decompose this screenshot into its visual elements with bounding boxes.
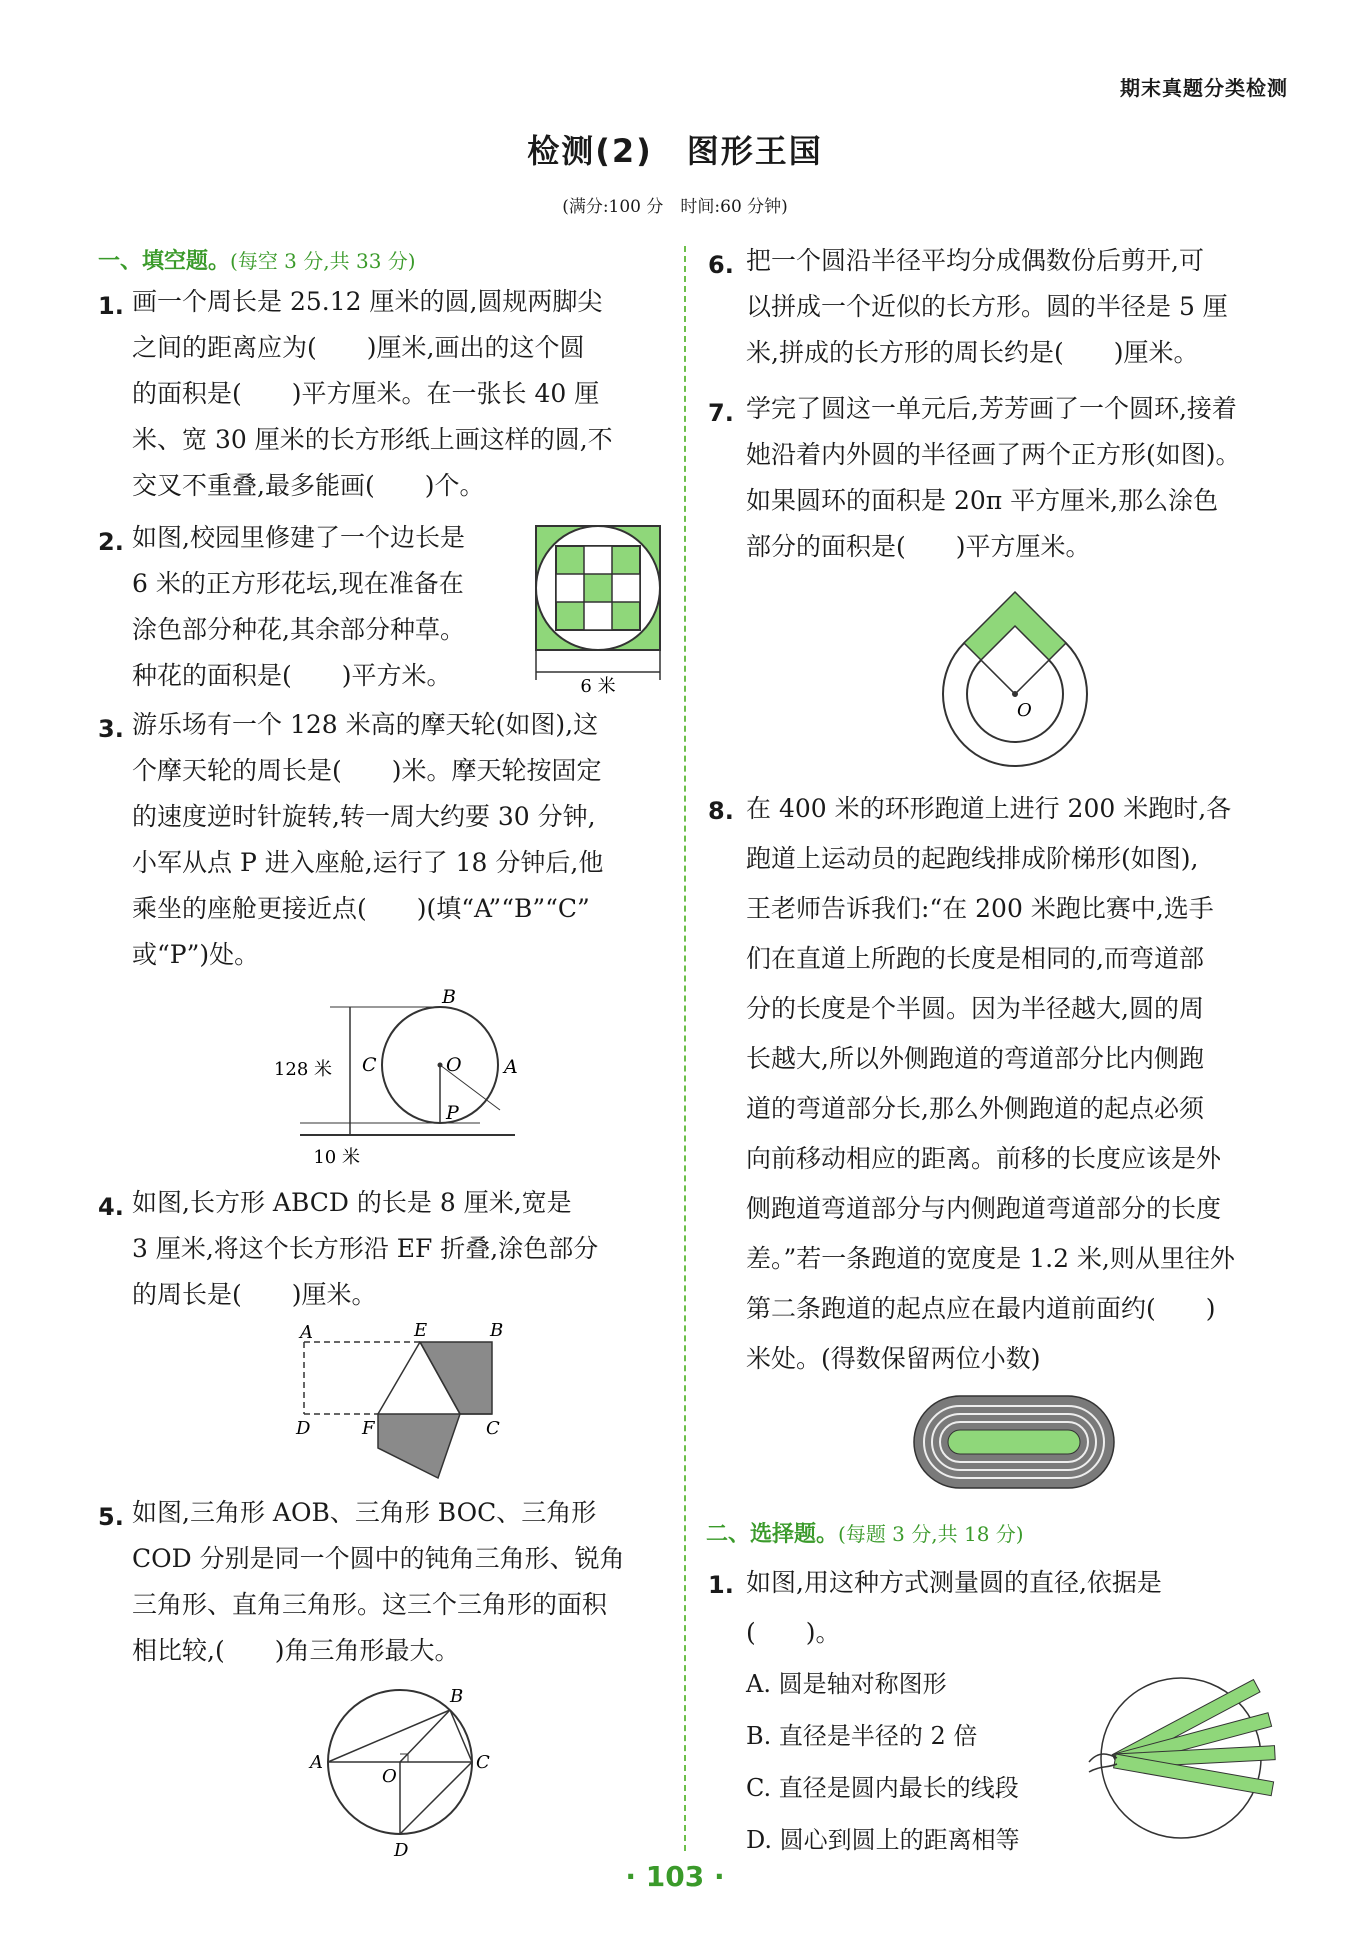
circle-point-d: D	[394, 1840, 409, 1861]
ring-squares-figure	[935, 590, 1095, 775]
circle-center-o: O	[382, 1766, 397, 1787]
rect-point-b: B	[490, 1320, 504, 1341]
page-number: · 103 ·	[625, 1860, 725, 1893]
ring-center-o: O	[1017, 700, 1032, 721]
ruler-measure-figure	[1085, 1650, 1285, 1825]
circle-point-a: A	[310, 1752, 323, 1773]
running-track-figure	[910, 1392, 1120, 1492]
option-c[interactable]: C. 直径是圆内最长的线段	[746, 1774, 1019, 1802]
circle-point-c: C	[476, 1752, 490, 1773]
ferris-height-label: 128 米	[273, 1059, 332, 1080]
running-header: 期末真题分类检测	[1120, 76, 1288, 100]
ferris-center-o: O	[446, 1054, 462, 1076]
option-a[interactable]: A. 圆是轴对称图形	[746, 1670, 947, 1698]
rect-point-d: D	[296, 1418, 311, 1439]
folded-rectangle-figure	[290, 1318, 520, 1483]
option-d[interactable]: D. 圆心到圆上的距离相等	[746, 1826, 1020, 1854]
ferris-point-a: A	[504, 1056, 518, 1078]
rect-point-a: A	[300, 1322, 313, 1343]
section-choice-heading: 二、选择题。(每题 3 分,共 18 分)	[706, 1522, 1024, 1547]
flowerbed-side-label: 6 米	[580, 676, 616, 697]
page-title: 检测(2) 图形王国	[527, 132, 823, 170]
column-divider	[684, 246, 686, 1851]
ferris-point-p: P	[446, 1102, 459, 1124]
option-b[interactable]: B. 直径是半径的 2 倍	[746, 1722, 978, 1750]
rect-point-c: C	[486, 1418, 500, 1439]
flowerbed-figure	[530, 520, 670, 700]
ferris-wheel-figure	[273, 985, 530, 1170]
ferris-base-label: 10 米	[313, 1147, 360, 1168]
circle-triangles-figure	[300, 1672, 515, 1862]
ferris-point-b: B	[442, 986, 456, 1008]
rect-point-e: E	[414, 1320, 428, 1341]
circle-point-b: B	[450, 1686, 464, 1707]
ferris-point-c: C	[362, 1054, 377, 1076]
rect-point-f: F	[362, 1418, 375, 1439]
section-fill-in-heading: 一、填空题。(每空 3 分,共 33 分)	[98, 249, 416, 274]
page-subtitle: (满分:100 分 时间:60 分钟)	[562, 197, 788, 217]
